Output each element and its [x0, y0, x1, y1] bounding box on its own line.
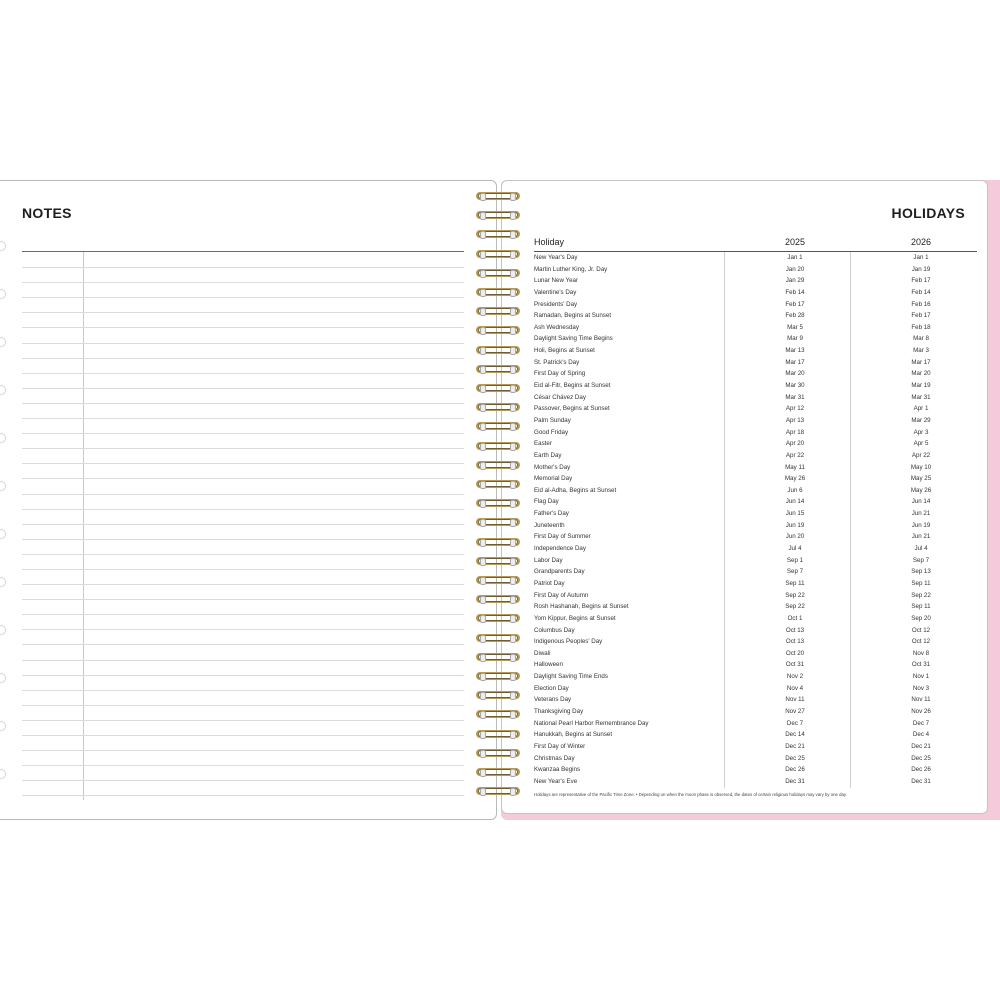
- date-2025: Dec 26: [785, 766, 805, 774]
- notes-line: [22, 721, 464, 736]
- date-2026: Feb 14: [911, 288, 931, 296]
- table-row: [534, 765, 977, 777]
- notes-line: [22, 510, 464, 525]
- holiday-name: Earth Day: [534, 451, 562, 459]
- notes-line: [22, 736, 464, 751]
- table-row: [534, 288, 977, 300]
- spiral-coil: [474, 497, 522, 509]
- notes-line: [22, 661, 464, 676]
- holiday-name: St. Patrick's Day: [534, 358, 580, 366]
- spiral-coil: [474, 228, 522, 240]
- table-row: [534, 346, 977, 358]
- holiday-name: Kwanzaa Begins: [534, 766, 581, 774]
- holiday-name: Halloween: [534, 661, 563, 669]
- spiral-coil: [474, 401, 522, 413]
- spiral-coil: [474, 766, 522, 778]
- table-row: [534, 730, 977, 742]
- holiday-name: National Pearl Harbor Remembrance Day: [534, 719, 649, 727]
- table-row: [534, 579, 977, 591]
- date-2026: Mar 29: [911, 416, 931, 424]
- table-row: [534, 602, 977, 614]
- holidays-table-body: [534, 253, 977, 788]
- spiral-coil: [474, 248, 522, 260]
- table-row: [534, 754, 977, 766]
- table-row: [534, 439, 977, 451]
- spiral-coil: [474, 516, 522, 528]
- date-2025: Nov 2: [786, 673, 804, 681]
- date-2026: Dec 26: [911, 766, 931, 774]
- table-row: [534, 276, 977, 288]
- table-row: [534, 416, 977, 428]
- date-2026: Sep 7: [912, 556, 930, 564]
- spiral-coil: [474, 632, 522, 644]
- table-row: [534, 474, 977, 486]
- date-2026: Nov 1: [912, 673, 930, 681]
- disc-notch: [0, 289, 6, 299]
- date-2025: Nov 11: [785, 696, 805, 704]
- notes-line: [22, 253, 464, 268]
- spiral-coil: [474, 344, 522, 356]
- disc-notch: [0, 481, 6, 491]
- date-2026: Dec 31: [911, 777, 931, 785]
- date-2026: Sep 11: [911, 603, 931, 611]
- notes-page: [0, 180, 497, 820]
- notes-line: [22, 328, 464, 343]
- notes-line: [22, 283, 464, 298]
- spiral-coil: [474, 209, 522, 221]
- spiral-coil: [474, 382, 522, 394]
- date-2026: Nov 26: [911, 707, 931, 715]
- table-row: [534, 404, 977, 416]
- table-row: [534, 532, 977, 544]
- holiday-name: Ramadan, Begins at Sunset: [534, 312, 612, 320]
- spiral-coil: [474, 459, 522, 471]
- holiday-name: Mother's Day: [534, 463, 571, 471]
- date-2025: Oct 13: [785, 626, 805, 634]
- date-2025: Mar 13: [785, 347, 805, 355]
- date-2026: Dec 7: [912, 719, 930, 727]
- spiral-coil: [474, 651, 522, 663]
- date-2025: Nov 27: [785, 707, 805, 715]
- holiday-name: César Chávez Day: [534, 393, 586, 401]
- date-2025: May 11: [785, 463, 805, 471]
- holiday-name: Hanukkah, Begins at Sunset: [534, 731, 613, 739]
- date-2025: Jun 19: [785, 521, 805, 529]
- date-2025: Dec 14: [785, 731, 805, 739]
- table-row: [534, 695, 977, 707]
- date-2026: Oct 12: [911, 638, 931, 646]
- table-row: [534, 369, 977, 381]
- date-2026: Nov 3: [912, 684, 930, 692]
- disc-notch: [0, 625, 6, 635]
- date-2025: Mar 20: [785, 370, 805, 378]
- date-2026: Apr 5: [913, 440, 929, 448]
- disc-notch: [0, 385, 6, 395]
- date-2026: Sep 13: [911, 568, 931, 576]
- notes-line: [22, 268, 464, 283]
- holiday-name: Eid al-Adha, Begins at Sunset: [534, 486, 617, 494]
- spiral-coil: [474, 324, 522, 336]
- disc-notch: [0, 721, 6, 731]
- date-2026: Sep 22: [911, 591, 931, 599]
- column-header-holiday: Holiday: [534, 237, 565, 247]
- date-2026: Mar 3: [913, 347, 929, 355]
- date-2026: May 25: [910, 475, 932, 483]
- holiday-name: Good Friday: [534, 428, 569, 436]
- date-2025: Mar 9: [787, 335, 803, 343]
- holiday-name: Veterans Day: [534, 696, 572, 704]
- date-2025: Oct 1: [787, 614, 803, 622]
- table-row: [534, 719, 977, 731]
- date-2025: Sep 22: [785, 591, 805, 599]
- holiday-name: Presidents' Day: [534, 300, 578, 308]
- table-row: [534, 637, 977, 649]
- notes-line: [22, 706, 464, 721]
- date-2026: Mar 19: [911, 382, 931, 390]
- table-row: [534, 626, 977, 638]
- notes-line: [22, 374, 464, 389]
- spiral-coil: [474, 190, 522, 202]
- holiday-name: Holi, Begins at Sunset: [534, 347, 595, 355]
- notes-line: [22, 404, 464, 419]
- holiday-name: New Year's Eve: [534, 777, 578, 785]
- date-2026: Dec 4: [912, 731, 930, 739]
- date-2025: Mar 31: [785, 393, 805, 401]
- holiday-name: Daylight Saving Time Begins: [534, 335, 613, 343]
- notes-line: [22, 344, 464, 359]
- date-2026: Sep 11: [911, 579, 931, 587]
- date-2026: Nov 8: [912, 649, 930, 657]
- holiday-name: New Year's Day: [534, 254, 578, 261]
- date-2025: Nov 4: [786, 684, 804, 692]
- notes-line: [22, 495, 464, 510]
- notes-line: [22, 540, 464, 555]
- table-row: [534, 300, 977, 312]
- holidays-table-header: [534, 237, 977, 251]
- holidays-title: HOLIDAYS: [891, 205, 965, 221]
- disc-notch: [0, 241, 6, 251]
- spiral-coil: [474, 708, 522, 720]
- disc-notch: [0, 433, 6, 443]
- date-2026: Jun 21: [911, 510, 931, 518]
- date-2025: Apr 22: [785, 451, 805, 459]
- spiral-coil: [474, 747, 522, 759]
- table-row: [534, 672, 977, 684]
- disc-notch: [0, 337, 6, 347]
- notes-lines: [22, 253, 464, 796]
- holiday-name: Rosh Hashanah, Begins at Sunset: [534, 603, 629, 611]
- spiral-coil: [474, 612, 522, 624]
- column-header-2025: 2025: [784, 237, 806, 247]
- spiral-coil: [474, 670, 522, 682]
- date-2026: Mar 20: [911, 370, 931, 378]
- date-2026: Feb 17: [911, 312, 931, 320]
- table-row: [534, 311, 977, 323]
- spiral-coil: [474, 536, 522, 548]
- table-row: [534, 649, 977, 661]
- table-row: [534, 497, 977, 509]
- date-2026: Jan 19: [911, 265, 931, 273]
- date-2026: Jun 19: [911, 521, 931, 529]
- date-2025: Jun 15: [785, 510, 805, 518]
- spiral-coil: [474, 305, 522, 317]
- holiday-name: Passover, Begins at Sunset: [534, 405, 610, 413]
- holiday-name: Ash Wednesday: [534, 323, 579, 331]
- date-2025: Mar 17: [785, 358, 805, 366]
- notes-line: [22, 570, 464, 585]
- date-2025: May 26: [784, 475, 806, 483]
- date-2026: Mar 17: [911, 358, 931, 366]
- date-2025: Oct 31: [785, 661, 805, 669]
- notes-title: NOTES: [22, 205, 72, 221]
- table-row: [534, 393, 977, 405]
- table-row: [534, 428, 977, 440]
- date-2025: Mar 5: [787, 323, 803, 331]
- date-2025: Sep 11: [785, 579, 805, 587]
- date-2025: Apr 20: [785, 440, 805, 448]
- date-2026: Oct 31: [911, 661, 931, 669]
- spiral-coil: [474, 689, 522, 701]
- spiral-coil: [474, 593, 522, 605]
- date-2025: Oct 20: [785, 649, 805, 657]
- notes-line: [22, 645, 464, 660]
- table-row: [534, 486, 977, 498]
- date-2026: Dec 25: [911, 754, 931, 762]
- disc-notch: [0, 529, 6, 539]
- date-2025: Dec 7: [786, 719, 804, 727]
- date-2025: Apr 18: [785, 428, 805, 436]
- notes-line: [22, 298, 464, 313]
- notes-line: [22, 781, 464, 796]
- spiral-binding: [474, 190, 524, 810]
- notes-line: [22, 751, 464, 766]
- date-2025: Jan 29: [785, 277, 805, 285]
- table-row: [534, 253, 977, 265]
- date-2025: Apr 12: [785, 405, 805, 413]
- date-2025: Dec 31: [785, 777, 805, 785]
- notes-line: [22, 766, 464, 781]
- notes-line: [22, 585, 464, 600]
- notes-line: [22, 419, 464, 434]
- holiday-name: Easter: [534, 440, 552, 448]
- holiday-name: Labor Day: [534, 556, 563, 564]
- holiday-name: Daylight Saving Time Ends: [534, 673, 608, 681]
- date-2026: Feb 16: [911, 300, 931, 308]
- date-2025: Sep 7: [786, 568, 804, 576]
- holiday-name: Diwali: [534, 649, 551, 657]
- notes-line: [22, 479, 464, 494]
- spiral-coil: [474, 363, 522, 375]
- date-2025: Jul 4: [788, 545, 802, 553]
- notes-line: [22, 434, 464, 449]
- holiday-name: Indigenous Peoples' Day: [534, 638, 603, 646]
- notes-line: [22, 389, 464, 404]
- holiday-name: Martin Luther King, Jr. Day: [534, 265, 608, 273]
- spiral-coil: [474, 785, 522, 797]
- holiday-name: Juneteenth: [534, 521, 565, 529]
- notes-line: [22, 630, 464, 645]
- date-2026: May 26: [910, 486, 932, 494]
- date-2025: Feb 17: [785, 300, 805, 308]
- column-header-2026: 2026: [910, 237, 932, 247]
- notes-line: [22, 600, 464, 615]
- holiday-name: Thanksgiving Day: [534, 707, 584, 715]
- table-row: [534, 323, 977, 335]
- holiday-name: Election Day: [534, 684, 569, 692]
- disc-notch: [0, 769, 6, 779]
- date-2026: Feb 18: [911, 323, 931, 331]
- notes-line: [22, 615, 464, 630]
- table-row: [534, 777, 977, 789]
- disc-notch: [0, 673, 6, 683]
- spiral-coil: [474, 286, 522, 298]
- holidays-page: [501, 180, 988, 814]
- date-2026: Feb 17: [911, 277, 931, 285]
- date-2025: Jun 20: [785, 533, 805, 541]
- holiday-name: Columbus Day: [534, 626, 575, 634]
- date-2025: Apr 13: [785, 416, 805, 424]
- spiral-coil: [474, 478, 522, 490]
- notes-line: [22, 313, 464, 328]
- spiral-coil: [474, 574, 522, 586]
- date-2026: Apr 1: [913, 405, 929, 413]
- date-2026: Apr 3: [913, 428, 929, 436]
- table-row: [534, 358, 977, 370]
- date-2025: Mar 30: [785, 382, 805, 390]
- date-2026: Jan 1: [913, 254, 929, 261]
- holidays-header-rule: [534, 251, 977, 252]
- table-row: [534, 567, 977, 579]
- holidays-page-edge: [501, 180, 1000, 820]
- holiday-name: Palm Sunday: [534, 416, 571, 424]
- table-row: [534, 509, 977, 521]
- notes-line: [22, 691, 464, 706]
- date-2025: Jun 6: [787, 486, 803, 494]
- holiday-name: Eid al-Fitr, Begins at Sunset: [534, 382, 611, 390]
- table-row: [534, 684, 977, 696]
- holidays-footnote: Holidays are representative of the Pacific Time Zone. • Depending on when the moon phase is observed, the dates of certain religious holidays may vary by one day.: [534, 792, 847, 797]
- date-2026: May 10: [910, 463, 932, 471]
- date-2025: Jun 14: [785, 498, 805, 506]
- notes-line: [22, 464, 464, 479]
- table-row: [534, 556, 977, 568]
- table-row: [534, 707, 977, 719]
- holiday-name: First Day of Autumn: [534, 591, 589, 599]
- spiral-coil: [474, 267, 522, 279]
- date-2026: Apr 22: [911, 451, 931, 459]
- table-row: [534, 521, 977, 533]
- table-row: [534, 265, 977, 277]
- date-2026: Nov 11: [911, 696, 931, 704]
- date-2025: Sep 22: [785, 603, 805, 611]
- notes-line: [22, 676, 464, 691]
- notes-line: [22, 555, 464, 570]
- holiday-name: Father's Day: [534, 510, 569, 518]
- notes-line: [22, 359, 464, 374]
- date-2025: Sep 1: [786, 556, 804, 564]
- disc-notch: [0, 577, 6, 587]
- holiday-name: Lunar New Year: [534, 277, 579, 285]
- date-2025: Feb 28: [785, 312, 805, 320]
- holiday-name: Patriot Day: [534, 579, 565, 587]
- table-row: [534, 591, 977, 603]
- date-2025: Jan 20: [785, 265, 805, 273]
- holiday-name: Independence Day: [534, 545, 586, 553]
- holiday-name: First Day of Summer: [534, 533, 591, 541]
- holiday-name: First Day of Spring: [534, 370, 586, 378]
- date-2026: Mar 8: [913, 335, 929, 343]
- date-2026: Jun 14: [911, 498, 931, 506]
- notes-line: [22, 525, 464, 540]
- holiday-name: First Day of Winter: [534, 742, 586, 750]
- notes-line: [22, 449, 464, 464]
- holiday-name: Flag Day: [534, 498, 559, 506]
- date-2025: Jan 1: [787, 254, 803, 261]
- holiday-name: Grandparents Day: [534, 568, 585, 576]
- notes-header-rule: [22, 251, 464, 252]
- spiral-coil: [474, 420, 522, 432]
- table-row: [534, 614, 977, 626]
- table-row: [534, 463, 977, 475]
- date-2026: Dec 21: [911, 742, 931, 750]
- date-2026: Jul 4: [914, 545, 928, 553]
- date-2025: Feb 14: [785, 288, 805, 296]
- holiday-name: Memorial Day: [534, 475, 573, 483]
- date-2026: Mar 31: [911, 393, 931, 401]
- holiday-name: Valentine's Day: [534, 288, 577, 296]
- date-2026: Jun 21: [911, 533, 931, 541]
- holiday-name: Yom Kippur, Begins at Sunset: [534, 614, 616, 622]
- table-row: [534, 660, 977, 672]
- date-2026: Sep 20: [911, 614, 931, 622]
- spiral-coil: [474, 440, 522, 452]
- holiday-name: Christmas Day: [534, 754, 575, 762]
- date-2025: Oct 13: [785, 638, 805, 646]
- table-row: [534, 381, 977, 393]
- table-row: [534, 451, 977, 463]
- date-2026: Oct 12: [911, 626, 931, 634]
- date-2025: Dec 21: [785, 742, 805, 750]
- table-row: [534, 334, 977, 346]
- spiral-coil: [474, 728, 522, 740]
- spiral-coil: [474, 555, 522, 567]
- date-2025: Dec 25: [785, 754, 805, 762]
- table-row: [534, 742, 977, 754]
- table-row: [534, 544, 977, 556]
